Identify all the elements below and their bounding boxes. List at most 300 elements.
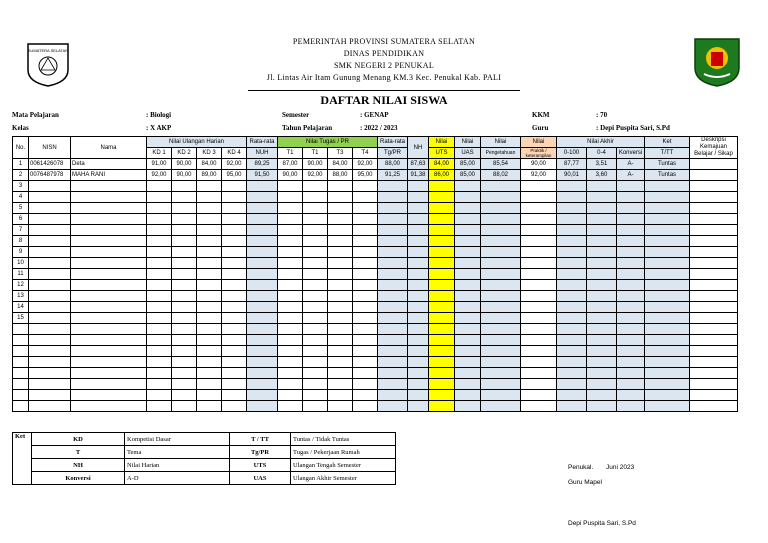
cell-desk (690, 302, 738, 313)
sign-date: Juni 2023 (606, 464, 635, 471)
cell-n100 (557, 225, 587, 236)
cell-n04 (587, 280, 617, 291)
legend-key: NH (32, 459, 125, 472)
cell-nama (71, 192, 147, 203)
cell-ket (645, 346, 690, 357)
legend-value: Ulangan Akhir Semester (291, 472, 396, 485)
col-no: No. (13, 137, 29, 159)
cell-ket (645, 203, 690, 214)
cell-nh: 91,38 (408, 170, 429, 181)
cell-tg (378, 181, 408, 192)
cell-no: 14 (13, 302, 29, 313)
cell-desk (690, 335, 738, 346)
cell-t2: 92,00 (303, 170, 328, 181)
grade-table (12, 136, 738, 412)
table-row (13, 269, 738, 280)
cell-t1 (278, 313, 303, 324)
cell-t4 (353, 225, 378, 236)
cell-ket: Tuntas (645, 159, 690, 170)
cell-n04 (587, 258, 617, 269)
cell-uts (429, 302, 455, 313)
cell-konv (617, 214, 645, 225)
cell-prak: 90,00 (521, 159, 557, 170)
cell-t4 (353, 247, 378, 258)
cell-t1 (278, 335, 303, 346)
col-uts: UTS (429, 148, 455, 159)
cell-kd4 (222, 368, 247, 379)
cell-tg (378, 346, 408, 357)
cell-nama (71, 203, 147, 214)
cell-nama (71, 357, 147, 368)
cell-t3 (328, 291, 353, 302)
cell-prak (521, 269, 557, 280)
cell-nh (408, 324, 429, 335)
cell-nh (408, 280, 429, 291)
table-row (13, 225, 738, 236)
cell-t1 (278, 247, 303, 258)
col-group-akhir: Nilai Akhir (557, 137, 645, 148)
cell-n04 (587, 269, 617, 280)
cell-t1 (278, 379, 303, 390)
cell-n04 (587, 291, 617, 302)
cell-nuh (247, 291, 278, 302)
cell-nh (408, 357, 429, 368)
cell-t2 (303, 335, 328, 346)
cell-kd2 (172, 313, 197, 324)
header-line-1: PEMERINTAH PROVINSI SUMATERA SELATAN (292, 37, 476, 46)
cell-kd4 (222, 203, 247, 214)
cell-t1: 87,00 (278, 159, 303, 170)
col-pengetahuan: Pengetahuan (481, 148, 521, 159)
cell-t2 (303, 258, 328, 269)
col-uas-top: Nilai (455, 137, 481, 148)
cell-prak (521, 247, 557, 258)
cell-uas (455, 401, 481, 412)
cell-kd4 (222, 214, 247, 225)
cell-n100: 90,01 (557, 170, 587, 181)
table-row (13, 170, 738, 181)
cell-t4 (353, 291, 378, 302)
cell-t3 (328, 192, 353, 203)
cell-nisn (29, 346, 71, 357)
cell-peng (481, 368, 521, 379)
cell-no: 5 (13, 203, 29, 214)
cell-desk (690, 379, 738, 390)
cell-tg (378, 335, 408, 346)
cell-t4 (353, 357, 378, 368)
cell-tg (378, 379, 408, 390)
cell-tg (378, 291, 408, 302)
cell-tg: 91,25 (378, 170, 408, 181)
col-t2: T1 (303, 148, 328, 159)
cell-nuh (247, 390, 278, 401)
cell-kd2 (172, 258, 197, 269)
cell-uts (429, 247, 455, 258)
cell-no: 3 (13, 181, 29, 192)
cell-uas (455, 335, 481, 346)
cell-n100 (557, 236, 587, 247)
col-0-100: 0-100 (557, 148, 587, 159)
cell-nama (71, 335, 147, 346)
cell-prak (521, 214, 557, 225)
cell-kd2 (172, 291, 197, 302)
col-tgpr: Tg/PR (378, 148, 408, 159)
cell-no: 6 (13, 214, 29, 225)
cell-t4 (353, 181, 378, 192)
legend-key: T (32, 446, 125, 459)
cell-konv: A- (617, 159, 645, 170)
cell-kd2 (172, 280, 197, 291)
cell-prak (521, 291, 557, 302)
cell-no (13, 379, 29, 390)
cell-kd4: 95,00 (222, 170, 247, 181)
table-row (13, 368, 738, 379)
cell-kd4 (222, 247, 247, 258)
cell-kd3 (197, 203, 222, 214)
cell-nisn (29, 335, 71, 346)
cell-prak (521, 236, 557, 247)
cell-t4 (353, 313, 378, 324)
cell-nuh (247, 280, 278, 291)
cell-tg (378, 214, 408, 225)
col-kd4: KD 4 (222, 148, 247, 159)
cell-kd3 (197, 192, 222, 203)
cell-n04 (587, 357, 617, 368)
cell-ket (645, 247, 690, 258)
cell-kd4 (222, 379, 247, 390)
cell-kd4 (222, 390, 247, 401)
cell-ket (645, 236, 690, 247)
cell-uas (455, 379, 481, 390)
cell-t2 (303, 302, 328, 313)
cell-uts (429, 346, 455, 357)
cell-t2 (303, 192, 328, 203)
col-peng-top: Nilai (481, 137, 521, 148)
cell-ket (645, 291, 690, 302)
table-row (13, 181, 738, 192)
cell-peng: 85,54 (481, 159, 521, 170)
cell-uts (429, 368, 455, 379)
cell-n04 (587, 236, 617, 247)
cell-t2 (303, 280, 328, 291)
cell-nuh (247, 324, 278, 335)
cell-prak (521, 368, 557, 379)
cell-kd4 (222, 401, 247, 412)
cell-t1 (278, 302, 303, 313)
cell-kd2 (172, 335, 197, 346)
cell-nuh (247, 247, 278, 258)
cell-ket (645, 302, 690, 313)
cell-nisn (29, 181, 71, 192)
cell-nuh (247, 302, 278, 313)
cell-nuh: 91,50 (247, 170, 278, 181)
cell-nh (408, 401, 429, 412)
cell-kd3: 89,00 (197, 170, 222, 181)
cell-kd4 (222, 346, 247, 357)
cell-prak (521, 335, 557, 346)
cell-nh (408, 302, 429, 313)
cell-nama (71, 390, 147, 401)
cell-nama (71, 368, 147, 379)
cell-uts (429, 324, 455, 335)
cell-kd3 (197, 236, 222, 247)
cell-nuh (247, 236, 278, 247)
cell-konv (617, 346, 645, 357)
cell-n100 (557, 192, 587, 203)
cell-n100 (557, 346, 587, 357)
cell-konv (617, 335, 645, 346)
cell-kd1 (147, 225, 172, 236)
cell-prak (521, 346, 557, 357)
cell-n04 (587, 390, 617, 401)
legend-title: Ket (13, 433, 32, 485)
cell-prak (521, 302, 557, 313)
header-address: Jl. Lintas Air Itam Gunung Menang KM.3 Kec. Penukal Kab. PALI (266, 73, 502, 82)
cell-nh (408, 269, 429, 280)
cell-peng (481, 236, 521, 247)
cell-kd1: 92,00 (147, 170, 172, 181)
cell-kd4 (222, 269, 247, 280)
cell-kd2 (172, 247, 197, 258)
cell-n04 (587, 247, 617, 258)
cell-no: 13 (13, 291, 29, 302)
col-t1: T1 (278, 148, 303, 159)
cell-nama (71, 379, 147, 390)
cell-tg (378, 203, 408, 214)
cell-t1 (278, 225, 303, 236)
cell-t2 (303, 390, 328, 401)
cell-nh: 87,63 (408, 159, 429, 170)
cell-kd2 (172, 401, 197, 412)
page-title: DAFTAR NILAI SISWA (320, 93, 448, 107)
cell-n100 (557, 324, 587, 335)
cell-kd2 (172, 390, 197, 401)
cell-desk (690, 390, 738, 401)
cell-ket (645, 324, 690, 335)
legend-value: Tuntas / Tidak Tuntas (291, 433, 396, 446)
cell-n100 (557, 379, 587, 390)
cell-uas (455, 291, 481, 302)
cell-t2 (303, 291, 328, 302)
cell-ket (645, 192, 690, 203)
cell-kd3 (197, 401, 222, 412)
cell-konv (617, 280, 645, 291)
col-rata-nuh-top: Rata-rata (247, 137, 278, 148)
cell-nh (408, 236, 429, 247)
cell-t1: 90,00 (278, 170, 303, 181)
col-konversi: Konversi (617, 148, 645, 159)
cell-uts (429, 181, 455, 192)
cell-t2 (303, 214, 328, 225)
cell-nama (71, 225, 147, 236)
cell-kd2 (172, 181, 197, 192)
cell-kd1 (147, 379, 172, 390)
cell-kd2 (172, 357, 197, 368)
cell-kd2: 90,00 (172, 159, 197, 170)
cell-kd1 (147, 335, 172, 346)
cell-nuh (247, 192, 278, 203)
legend-table (12, 432, 396, 485)
cell-konv (617, 357, 645, 368)
cell-kd1 (147, 313, 172, 324)
cell-ket: Tuntas (645, 170, 690, 181)
tahun-label: Tahun Pelajaran (282, 124, 333, 132)
col-group-ulangan: Nilai Ulangan Harian (147, 137, 247, 148)
cell-kd4 (222, 291, 247, 302)
cell-kd2 (172, 368, 197, 379)
cell-tg (378, 247, 408, 258)
cell-no: 2 (13, 170, 29, 181)
cell-nama (71, 236, 147, 247)
cell-t3 (328, 379, 353, 390)
cell-uas (455, 313, 481, 324)
cell-nisn (29, 258, 71, 269)
cell-t1 (278, 291, 303, 302)
cell-ket (645, 379, 690, 390)
cell-n04 (587, 346, 617, 357)
cell-uts (429, 335, 455, 346)
cell-t1 (278, 214, 303, 225)
cell-uts (429, 280, 455, 291)
cell-t3 (328, 324, 353, 335)
legend-key: KD (32, 433, 125, 446)
cell-konv (617, 181, 645, 192)
cell-kd3 (197, 291, 222, 302)
cell-konv (617, 192, 645, 203)
kelas-value: : X AKP (146, 124, 172, 132)
table-row (13, 401, 738, 412)
cell-nisn (29, 269, 71, 280)
cell-kd4 (222, 357, 247, 368)
cell-kd1 (147, 236, 172, 247)
cell-t1 (278, 236, 303, 247)
cell-n100 (557, 181, 587, 192)
cell-kd1 (147, 401, 172, 412)
cell-nama (71, 280, 147, 291)
kkm-label: KKM (532, 111, 550, 119)
cell-nama (71, 346, 147, 357)
cell-t3 (328, 302, 353, 313)
cell-uas (455, 357, 481, 368)
cell-t3 (328, 247, 353, 258)
cell-kd1 (147, 203, 172, 214)
cell-kd2 (172, 214, 197, 225)
cell-t1 (278, 368, 303, 379)
cell-kd1 (147, 181, 172, 192)
cell-kd3 (197, 225, 222, 236)
cell-uas (455, 258, 481, 269)
cell-peng (481, 280, 521, 291)
cell-kd2 (172, 203, 197, 214)
cell-nuh (247, 368, 278, 379)
cell-t3 (328, 225, 353, 236)
cell-tg (378, 390, 408, 401)
cell-n100 (557, 258, 587, 269)
cell-no (13, 346, 29, 357)
legend-key: UAS (230, 472, 291, 485)
cell-peng (481, 203, 521, 214)
cell-uas (455, 280, 481, 291)
cell-nisn (29, 214, 71, 225)
cell-t2 (303, 225, 328, 236)
cell-no (13, 324, 29, 335)
cell-ket (645, 313, 690, 324)
table-row (13, 247, 738, 258)
cell-nh (408, 390, 429, 401)
cell-n04 (587, 324, 617, 335)
cell-nisn (29, 302, 71, 313)
cell-uts (429, 390, 455, 401)
cell-no: 1 (13, 159, 29, 170)
cell-t4 (353, 324, 378, 335)
cell-uts (429, 258, 455, 269)
cell-kd3 (197, 324, 222, 335)
cell-t4 (353, 368, 378, 379)
cell-no: 9 (13, 247, 29, 258)
cell-nh (408, 214, 429, 225)
cell-n04 (587, 225, 617, 236)
cell-nisn (29, 379, 71, 390)
legend-key: Konversi (32, 472, 125, 485)
cell-peng (481, 247, 521, 258)
cell-uas: 85,00 (455, 170, 481, 181)
cell-kd3 (197, 335, 222, 346)
cell-tg (378, 302, 408, 313)
mapel-value: : Biologi (146, 111, 172, 119)
cell-uas (455, 192, 481, 203)
cell-t1 (278, 357, 303, 368)
cell-kd4 (222, 324, 247, 335)
table-row (13, 192, 738, 203)
cell-nisn (29, 324, 71, 335)
cell-no (13, 335, 29, 346)
cell-uts (429, 379, 455, 390)
cell-ket (645, 368, 690, 379)
cell-prak: 92,00 (521, 170, 557, 181)
cell-konv (617, 225, 645, 236)
col-nh: NH (408, 137, 429, 159)
cell-kd1 (147, 302, 172, 313)
cell-uts: 86,00 (429, 170, 455, 181)
cell-kd2 (172, 236, 197, 247)
cell-n04 (587, 313, 617, 324)
cell-prak (521, 258, 557, 269)
cell-kd3 (197, 346, 222, 357)
cell-uas (455, 214, 481, 225)
cell-nisn: 0061426078 (29, 159, 71, 170)
cell-nama (71, 291, 147, 302)
cell-nuh (247, 181, 278, 192)
cell-ket (645, 401, 690, 412)
cell-uas (455, 346, 481, 357)
cell-t2 (303, 269, 328, 280)
cell-t2 (303, 368, 328, 379)
cell-nuh (247, 313, 278, 324)
cell-nuh (247, 346, 278, 357)
col-uas: UAS (455, 148, 481, 159)
sign-name: Depi Puspita Sari, S.Pd (568, 520, 636, 527)
cell-kd3 (197, 214, 222, 225)
cell-peng (481, 192, 521, 203)
legend-value: Tugas / Pekerjaan Rumah (291, 446, 396, 459)
col-deskripsi: Deskripsi Kemajuan Belajar / Sikap (690, 137, 738, 159)
cell-nisn: 0076487978 (29, 170, 71, 181)
cell-uas (455, 236, 481, 247)
cell-nisn (29, 236, 71, 247)
cell-peng (481, 291, 521, 302)
cell-nama (71, 214, 147, 225)
cell-ket (645, 357, 690, 368)
